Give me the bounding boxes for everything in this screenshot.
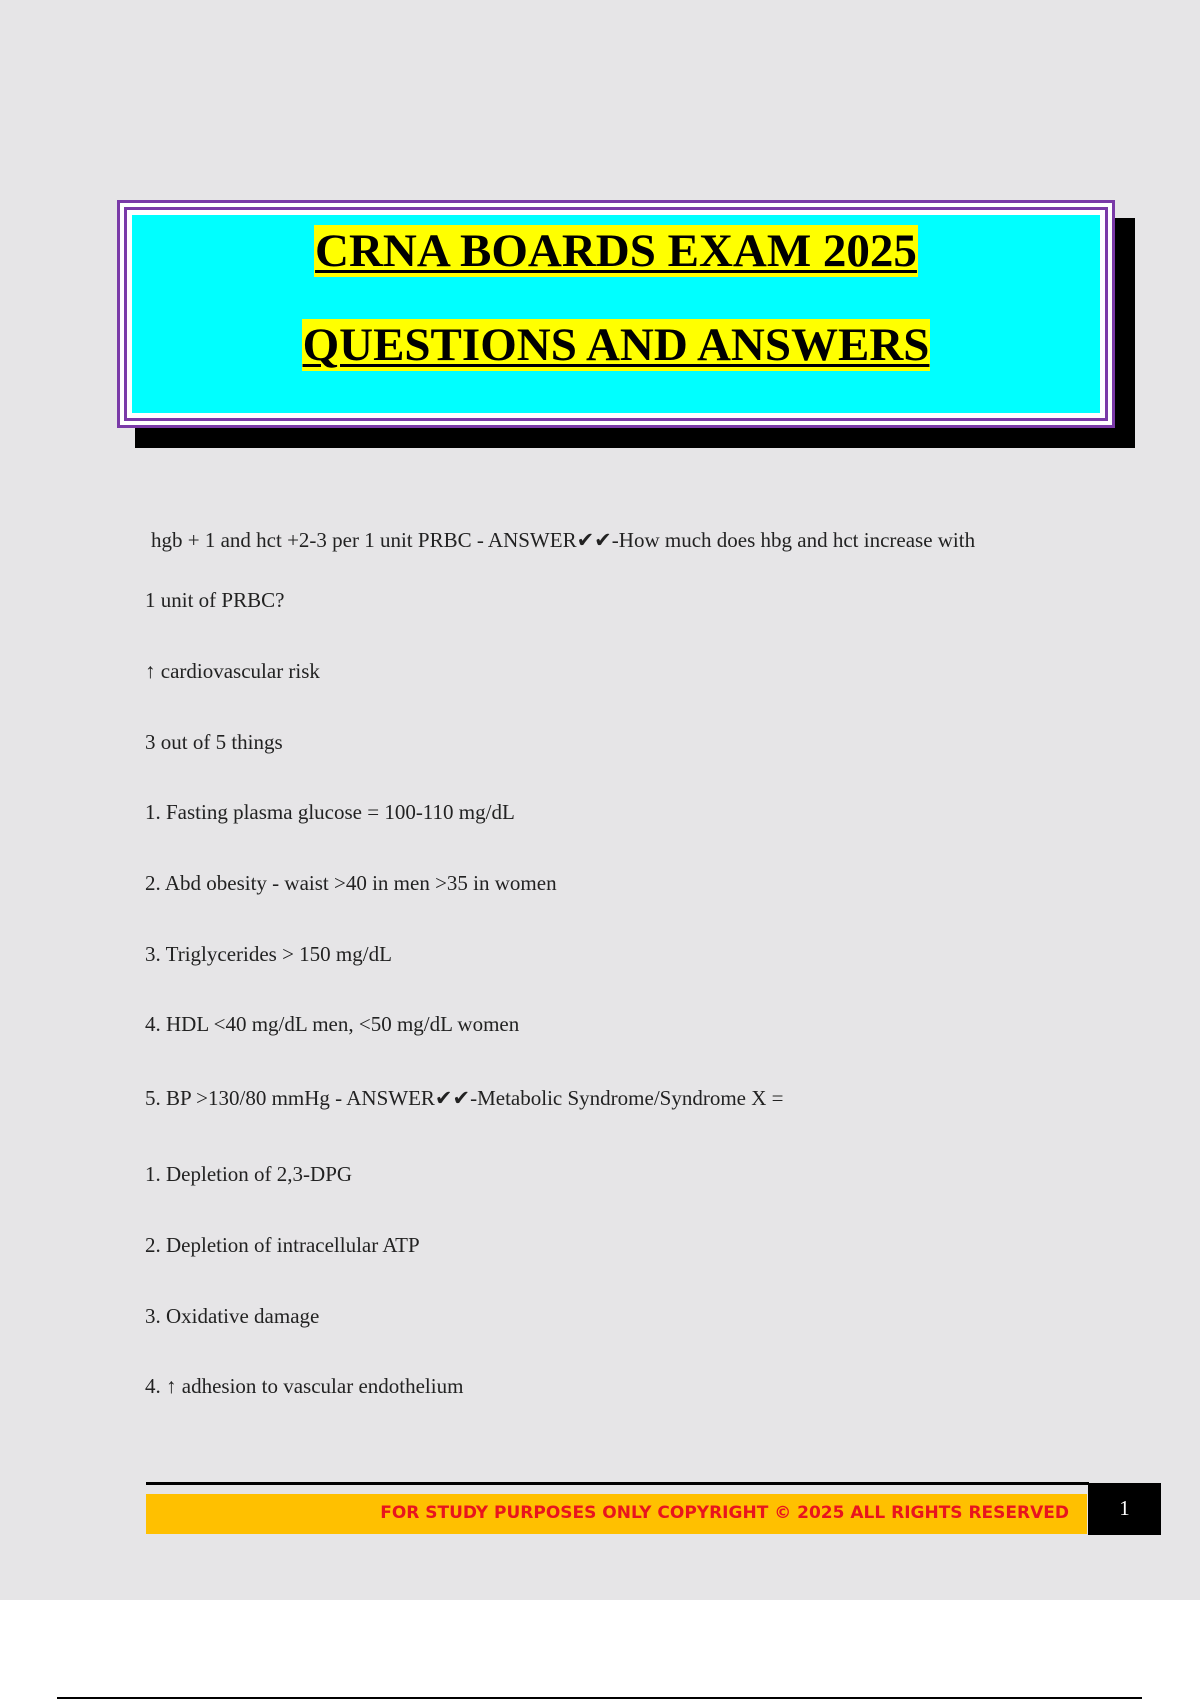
page-edge-rule: [57, 1697, 1142, 1699]
paragraph: 4. ↑ adhesion to vascular endothelium: [145, 1374, 464, 1398]
footer-divider: [146, 1482, 1089, 1485]
paragraph: 1. Fasting plasma glucose = 100-110 mg/dL: [145, 800, 515, 824]
paragraph: 1 unit of PRBC?: [145, 588, 285, 612]
paragraph: 3. Triglycerides > 150 mg/dL: [145, 942, 392, 966]
paragraph: 2. Depletion of intracellular ATP: [145, 1233, 420, 1257]
title-banner: [117, 200, 1115, 428]
title-banner-fill: [132, 215, 1100, 413]
copyright-notice: FOR STUDY PURPOSES ONLY COPYRIGHT © 2025 ALL RIGHTS RESERVED: [380, 1503, 1069, 1523]
document-title-line-2: QUESTIONS AND ANSWERS: [302, 319, 930, 371]
footer-bar: [146, 1494, 1087, 1534]
document-title-line-1: CRNA BOARDS EXAM 2025: [315, 225, 917, 277]
paragraph: 2. Abd obesity - waist >40 in men >35 in women: [145, 871, 557, 895]
paragraph: hgb + 1 and hct +2-3 per 1 unit PRBC - ANSWER✔✔-How much does hbg and hct increase with: [151, 528, 976, 552]
paragraph: ↑ cardiovascular risk: [145, 659, 320, 683]
paragraph: 1. Depletion of 2,3-DPG: [145, 1162, 353, 1186]
paragraph: 4. HDL <40 mg/dL men, <50 mg/dL women: [145, 1012, 520, 1036]
paragraph: 3. Oxidative damage: [145, 1304, 320, 1328]
paragraph: 3 out of 5 things: [145, 730, 283, 754]
page-number: 1: [1088, 1483, 1161, 1535]
title-banner-border: [124, 207, 1108, 421]
paragraph: 5. BP >130/80 mmHg - ANSWER✔✔-Metabolic Syndrome/Syndrome X =: [145, 1086, 784, 1110]
